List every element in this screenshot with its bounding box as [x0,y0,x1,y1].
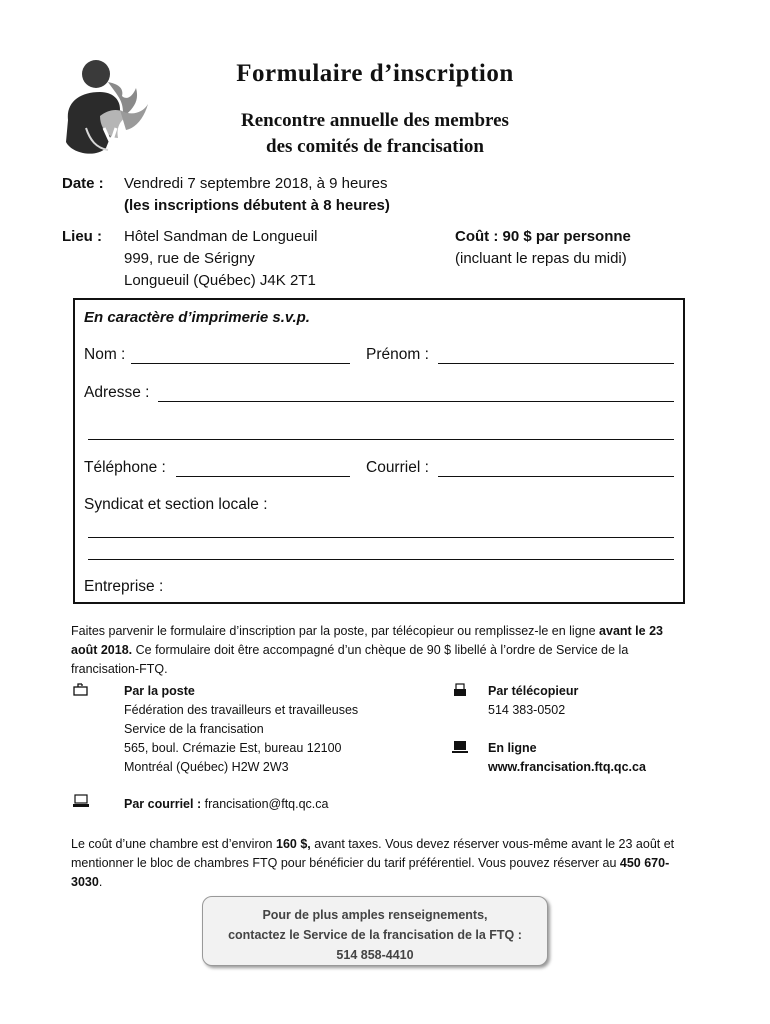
fax-number: 514 383-0502 [488,703,566,717]
hotel-note-part-1: Le coût d’une chambre est d’environ [71,837,276,851]
adresse-field-line-2[interactable] [88,422,674,440]
adresse-field[interactable] [158,384,674,402]
syndicat-label: Syndicat et section locale : [84,496,268,513]
place-label: Lieu : [62,228,102,245]
date-value: Vendredi 7 septembre 2018, à 9 heures [124,175,388,192]
prenom-field[interactable] [438,346,674,364]
post-line-3: 565, boul. Crémazie Est, bureau 12100 [124,741,342,755]
nom-field[interactable] [131,346,350,364]
page-subtitle [160,108,590,160]
syndicat-field-line-2[interactable] [88,542,674,560]
post-line-2: Service de la francisation [124,722,264,736]
entreprise-label: Entreprise : [84,578,164,595]
computer-icon [452,740,468,759]
adresse-label: Adresse : [84,384,150,401]
email-line [124,795,328,814]
cost-label: Coût : 90 $ par personne [455,228,631,245]
fax-title: Par télécopieur [488,684,579,698]
post-title: Par la poste [124,684,195,698]
date-note: (les inscriptions débutent à 8 heures) [124,197,390,214]
mailbox-icon [73,683,89,702]
prenom-label: Prénom : [366,346,429,363]
post-line-4: Montréal (Québec) H2W 2W3 [124,760,289,774]
syndicat-field[interactable] [88,520,674,538]
subtitle-line-1: Rencontre annuelle des membres [241,110,509,131]
telephone-label: Téléphone : [84,459,166,476]
hotel-note [71,835,681,892]
info-box [202,896,548,966]
info-line-1: Pour de plus amples renseignements, [262,908,488,922]
page-title: Formulaire d’inscription [236,60,514,87]
instructions-part-2: Ce formulaire doit être accompagné d’un chèque de 90 $ libellé à l’ordre de Service de la francisation-FTQ. [71,643,629,676]
instructions-deadline: avant le 23 août 2018. [71,624,663,657]
date-label: Date : [62,175,104,192]
instructions-text [71,622,691,679]
info-line-2: contactez le Service de la francisation de la FTQ : [228,928,522,942]
hotel-note-part-2: avant taxes. Vous devez réserver vous-même avant le 23 août et mentionner le bloc de chambres FTQ pour bénéficier du tarif préférentiel. Vous pouvez réserver au [71,837,675,870]
fax-icon [452,683,468,702]
telephone-field[interactable] [176,459,350,477]
logo-icon [56,58,168,158]
place-line-3: Longueuil (Québec) J4K 2T1 [124,272,316,289]
hotel-note-part-3: . [98,875,103,889]
online-title: En ligne [488,741,537,755]
email-label: Par courriel : [124,797,202,811]
hotel-price: 160 $, [276,837,311,851]
email-icon [73,794,89,813]
hotel-phone: 450 670-3030 [71,856,670,889]
place-line-2: 999, rue de Sérigny [124,250,255,267]
email-value[interactable]: francisation@ftq.qc.ca [204,797,329,811]
online-url[interactable]: www.francisation.ftq.qc.ca [488,760,646,774]
courriel-field[interactable] [438,459,674,477]
place-line-1: Hôtel Sandman de Longueuil [124,228,318,245]
post-line-1: Fédération des travailleurs et travailleuses [124,703,359,717]
cost-note: (incluant le repas du midi) [455,250,627,267]
courriel-label: Courriel : [366,459,429,476]
instructions-part-1: Faites parvenir le formulaire d’inscription par la poste, par télécopieur ou remplissez-le en ligne [71,624,600,638]
subtitle-line-2: des comités de francisation [266,136,484,157]
nom-label: Nom : [84,346,126,363]
form-hint: En caractère d’imprimerie s.v.p. [84,309,310,326]
info-phone: 514 858-4410 [336,948,414,962]
